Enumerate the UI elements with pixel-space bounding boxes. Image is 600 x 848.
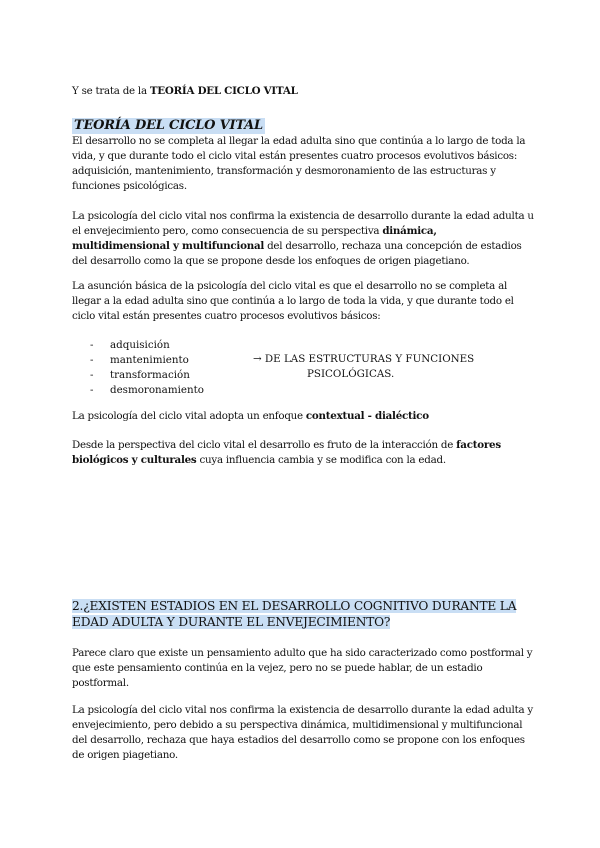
section1-para5	[72, 438, 534, 468]
section2-para1: Parece claro que existe un pensamiento adulto que ha sido caracterizado como postformal y que este pensamiento continúa en la vejez, pero no se puede hablar, de un estadio postformal.	[72, 647, 533, 689]
para2-text-a: La psicología del ciclo vital nos confirma la existencia de desarrollo durante la edad adulta u el envejecimiento pero, como consecuencia de su perspectiva	[72, 210, 534, 237]
arrow-note-continued: PSICOLÓGICAS.	[307, 368, 395, 380]
list-dash: -	[90, 384, 94, 396]
intro-text: Y se trata de la	[72, 85, 150, 97]
list-item-text: transformación	[110, 369, 190, 381]
para5-text-a: Desde la perspectiva del ciclo vital el desarrollo es fruto de la interacción de	[72, 439, 457, 451]
intro-bold: TEORÍA DEL CICLO VITAL	[149, 85, 298, 97]
list-item	[90, 383, 530, 398]
list-dash: -	[90, 339, 94, 351]
para5-bold: factores biológicos y culturales	[72, 439, 501, 466]
list-item-text: desmoronamiento	[110, 384, 204, 396]
para4-text: La psicología del ciclo vital adopta un enfoque	[72, 410, 306, 422]
list-item	[90, 338, 530, 353]
para4-bold: contextual - dialéctico	[305, 410, 429, 422]
intro-line	[72, 84, 534, 99]
para2-text-c: del desarrollo, rechaza una concepción de estadios del desarrollo como la que se propone desde los enfoques de origen piagetiano.	[72, 240, 522, 267]
section2-heading-text: 2.¿EXISTEN ESTADIOS EN EL DESARROLLO COGNITIVO DURANTE LA EDAD ADULTA Y DURANTE EL ENVEJECIMIENTO?	[72, 599, 517, 629]
section1-para4	[72, 409, 534, 424]
para2-bold: dinámica, multidimensional y multifuncional	[72, 225, 437, 252]
section1-para2	[72, 209, 534, 269]
list-dash: -	[90, 354, 94, 366]
arrow-note: → DE LAS ESTRUCTURAS Y FUNCIONES	[253, 353, 475, 365]
section1-para3: La asunción básica de la psicología del ciclo vital es que el desarrollo no se completa al llegar a la edad adulta sino que continúa a lo largo de toda la vida, y que durante todo el ciclo vital están presentes cuatro procesos evolutivos básicos:	[72, 280, 514, 322]
section1-heading: TEORÍA DEL CICLO VITAL	[74, 118, 263, 133]
section2-para2: La psicología del ciclo vital nos confirma la existencia de desarrollo durante la edad adulta y envejecimiento, pero debido a su perspectiva dinámica, multidimensional y multifuncional del desarrollo, rechaza que haya estadios del desarrollo como se propone con los enfoques de origen piagetiano.	[72, 704, 533, 761]
section1-para1: El desarrollo no se completa al llegar la edad adulta sino que continúa a lo largo de toda la vida, y que durante todo el ciclo vital están presentes cuatro procesos evolutivos básicos: adquisición, mantenimiento, transformación y desmoronamiento de las estructuras y funciones psicológicas.	[72, 135, 526, 192]
section2-heading	[72, 598, 532, 630]
list-item-text: mantenimiento	[110, 354, 189, 366]
para5-text-c: cuya influencia cambia y se modifica con la edad.	[196, 454, 446, 466]
list-dash: -	[90, 369, 94, 381]
list-item-text: adquisición	[110, 339, 170, 351]
